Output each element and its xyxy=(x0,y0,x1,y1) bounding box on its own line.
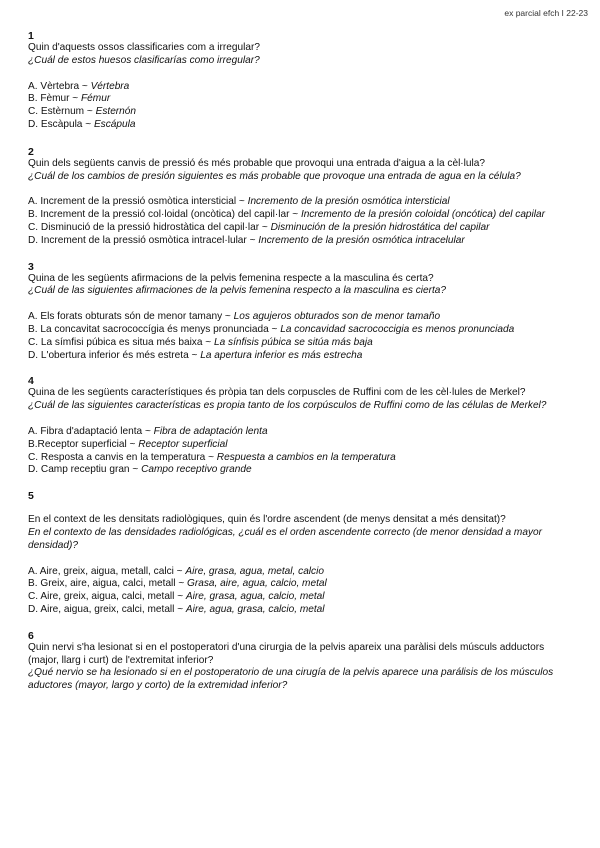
answer-option-a: A. Increment de la pressió osmòtica intersticial ~ Incremento de la presión osmótica intersticial xyxy=(28,196,450,208)
question-5 xyxy=(28,490,576,617)
answer-option-d: D. L'obertura inferior és més estreta ~ La apertura inferior es más estrecha xyxy=(28,349,363,361)
answer-option-b: B. Greix, aire, aigua, calci, metall ~ Grasa, aire, agua, calcio, metal xyxy=(28,578,327,590)
question-text-spanish: En el contexto de las densidades radiológicas, ¿cuál es el orden ascendente correcto (de menor densidad a mayor densidad)? xyxy=(28,526,542,551)
question-text-spanish: ¿Qué nervio se ha lesionado si en el postoperatorio de una cirugía de la pelvis aparece una parálisis de los músculos aductores (mayor, largo y corto) de la extremidad inferior? xyxy=(28,667,554,692)
answer-option-c: C. Aire, greix, aigua, calci, metall ~ Aire, grasa, agua, calcio, metal xyxy=(28,591,325,603)
answer-option-c: C. La símfisi púbica es situa més baixa ~ La sínfisis púbica se sitúa más baja xyxy=(28,336,373,348)
answer-option-c: C. Disminució de la pressió hidrostàtica del capil·lar ~ Disminución de la presión hidrostática del capilar xyxy=(28,221,490,233)
answer-option-b: B. Increment de la pressió col·loidal (oncòtica) del capil·lar ~ Incremento de la presión coloidal (oncótica) del capilar xyxy=(28,209,546,221)
answer-option-b: B. Fèmur ~ Fémur xyxy=(28,93,111,105)
question-number: 1 xyxy=(28,30,34,42)
answer-option-a: A. Vèrtebra ~ Vértebra xyxy=(28,80,130,92)
answer-option-c: C. Resposta a canvis en la temperatura ~ Respuesta a cambios en la temperatura xyxy=(28,451,396,463)
answer-option-c: C. Estèrnum ~ Esternón xyxy=(28,106,137,118)
question-number: 6 xyxy=(28,629,34,642)
question-1 xyxy=(28,30,576,132)
answer-option-d: D. Camp receptiu gran ~ Campo receptivo grande xyxy=(28,464,252,476)
question-3 xyxy=(28,261,576,363)
question-text-catalan: Quin nervi s'ha lesionat si en el postoperatori d'una cirurgia de la pelvis apareix una paràlisi dels músculs adductors (major, llarg i curt) de l'extremitat inferior? xyxy=(28,641,545,666)
question-text-catalan: Quina de les següents afirmacions de la pelvis femenina respecte a la masculina és certa? xyxy=(28,272,434,284)
document-header: ex parcial efch I 22-23 xyxy=(504,8,588,18)
answer-option-b: B.Receptor superficial ~ Receptor superficial xyxy=(28,438,228,450)
question-text-catalan: Quin dels següents canvis de pressió és més probable que provoqui una entrada d'aigua a la cèl·lula? xyxy=(28,157,485,169)
question-4 xyxy=(28,375,576,477)
answer-option-d: D. Increment de la pressió osmòtica intracel·lular ~ Incremento de la presión osmótica intracelular xyxy=(28,234,465,246)
answer-option-a: A. Els forats obturats són de menor tamany ~ Los agujeros obturados son de menor tamaño xyxy=(28,311,441,323)
answer-option-b: B. La concavitat sacrococcígia és menys pronunciada ~ La concavidad sacrococcigia es menos pronunciada xyxy=(28,323,515,335)
question-list xyxy=(28,30,576,706)
question-text-catalan: Quina de les següents característiques és pròpia tan dels corpuscles de Ruffini com de les cèl·lules de Merkel? xyxy=(28,387,526,399)
question-text-catalan: En el context de les densitats radiològiques, quin és l'ordre ascendent (de menys densitat a més densitat)? xyxy=(28,514,506,526)
answer-option-a: A. Fibra d'adaptació lenta ~ Fibra de adaptación lenta xyxy=(28,425,268,437)
question-text-catalan: Quin d'aquests ossos classificaries com a irregular? xyxy=(28,42,260,53)
question-text-spanish: ¿Cuál de los cambios de presión siguientes es más probable que provoque una entrada de agua en la célula? xyxy=(28,170,521,182)
question-number: 3 xyxy=(28,260,34,273)
question-text-spanish: ¿Cuál de estos huesos clasificarías como irregular? xyxy=(28,54,260,66)
question-6 xyxy=(28,630,576,693)
question-text-spanish: ¿Cuál de las siguientes afirmaciones de la pelvis femenina respecto a la masculina es cierta? xyxy=(28,285,446,297)
question-number: 4 xyxy=(28,375,34,388)
question-2 xyxy=(28,146,576,248)
question-number: 2 xyxy=(28,145,34,158)
answer-option-d: D. Escàpula ~ Escápula xyxy=(28,118,136,130)
answer-option-d: D. Aire, aigua, greix, calci, metall ~ Aire, agua, grasa, calcio, metal xyxy=(28,603,325,615)
question-text-spanish: ¿Cuál de las siguientes características es propia tanto de los corpúsculos de Ruffini como de las células de Merkel? xyxy=(28,400,547,412)
question-number: 5 xyxy=(28,490,34,503)
answer-option-a: A. Aire, greix, aigua, metall, calci ~ Aire, grasa, agua, metal, calcio xyxy=(28,565,324,577)
